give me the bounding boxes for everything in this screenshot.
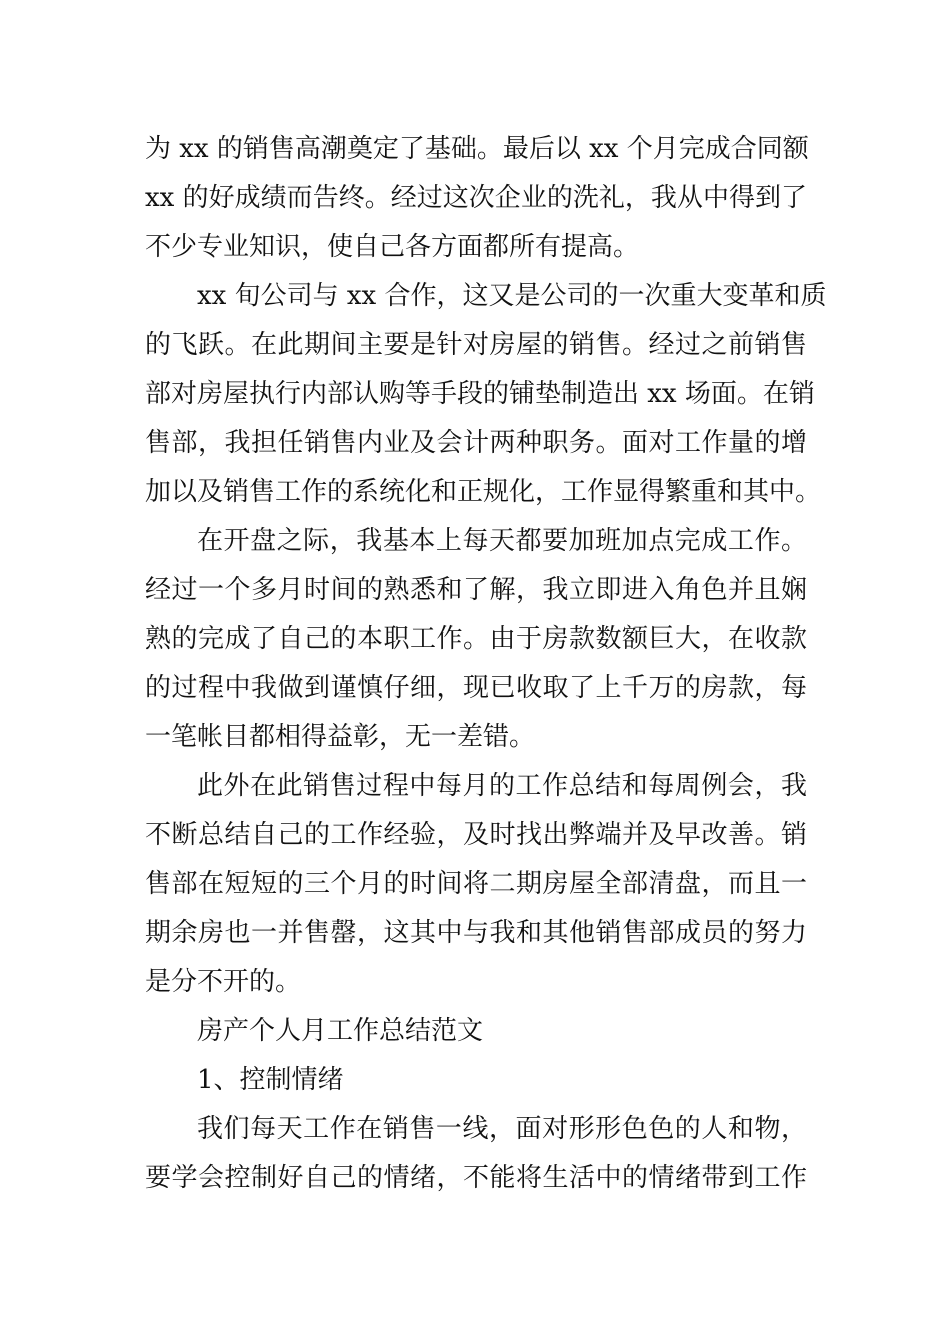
- text-line: 部对房屋执行内部认购等手段的铺垫制造出 xx 场面。在销: [145, 379, 815, 409]
- section-heading: 房产个人月工作总结范文: [197, 1016, 484, 1046]
- text-line: xx 的好成绩而告终。经过这次企业的洗礼，我从中得到了: [145, 183, 807, 213]
- text-line: 的过程中我做到谨慎仔细，现已收取了上千万的房款，每: [145, 673, 807, 703]
- text-line: 熟的完成了自己的本职工作。由于房款数额巨大，在收款: [145, 624, 807, 654]
- text-line: 为 xx 的销售高潮奠定了基础。最后以 xx 个月完成合同额: [145, 134, 809, 164]
- text-line: 加以及销售工作的系统化和正规化，工作显得繁重和其中。: [145, 477, 822, 507]
- text-line: 售部在短短的三个月的时间将二期房屋全部清盘，而且一: [145, 869, 807, 899]
- text-line: 是分不开的。: [145, 967, 302, 997]
- text-line: 的飞跃。在此期间主要是针对房屋的销售。经过之前销售: [145, 330, 807, 360]
- text-line: 期余房也一并售罄，这其中与我和其他销售部成员的努力: [145, 918, 807, 948]
- text-line: 经过一个多月时间的熟悉和了解，我立即进入角色并且娴: [145, 575, 807, 605]
- document-body: [145, 125, 827, 1203]
- paragraph-first-line: 在开盘之际，我基本上每天都要加班加点完成工作。: [197, 526, 807, 556]
- text-line: 一笔帐目都相得益彰，无一差错。: [145, 722, 536, 752]
- paragraph-first-line: 我们每天工作在销售一线，面对形形色色的人和物，: [197, 1114, 807, 1144]
- numbered-heading: 1、控制情绪: [197, 1065, 344, 1095]
- paragraph-first-line: xx 旬公司与 xx 合作，这又是公司的一次重大变革和质: [197, 281, 827, 311]
- paragraph-first-line: 此外在此销售过程中每月的工作总结和每周例会，我: [197, 771, 807, 801]
- text-line: 要学会控制好自己的情绪，不能将生活中的情绪带到工作: [145, 1163, 807, 1193]
- text-line: 不断总结自己的工作经验，及时找出弊端并及早改善。销: [145, 820, 807, 850]
- text-line: 售部，我担任销售内业及会计两种职务。面对工作量的增: [145, 428, 807, 458]
- text-line: 不少专业知识，使自己各方面都所有提高。: [145, 232, 640, 262]
